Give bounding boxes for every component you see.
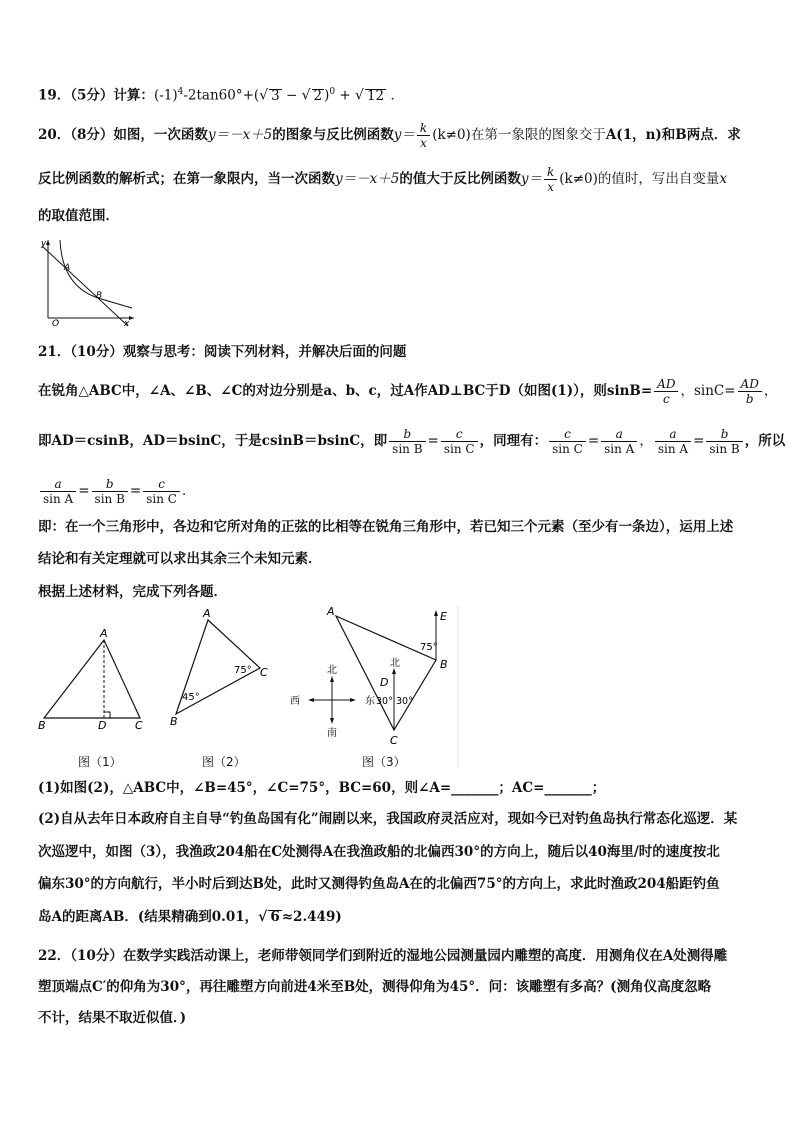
- figure-1-caption: 图（1）: [78, 755, 122, 769]
- question-21-para-6: 根据上述材料，完成下列各题．: [38, 584, 227, 600]
- fig1-label-b: B: [38, 719, 46, 732]
- fig1-label-c: C: [135, 719, 143, 732]
- y-axis-label: y: [41, 239, 47, 249]
- question-20-line-1: 20．（8分）如图，一次函数y＝－x＋5的图象与反比例函数y＝ $\frac{k}{x}$ (k≠0)在第一象限的图象交于A(1，n)和B两点．求: [38, 121, 741, 150]
- fig2-label-a: A: [203, 607, 211, 620]
- fig2-angle-c: 75°: [234, 665, 252, 676]
- question-21-part-2-line-1: (2)自从去年日本政府自主自导“钓鱼岛国有化”闹剧以来，我国政府灵活应对，现如今已对钓鱼岛执行常态化巡逻．某: [38, 811, 738, 827]
- fraction-k-over-x: $\frac{k}{x}$: [417, 122, 430, 149]
- fig3-label-b: B: [440, 658, 448, 671]
- question-20-line-2: 反比例函数的解析式；在第一象限内，当一次函数y＝－x＋5的值大于反比例函数y＝ $\frac{k}{x}$ (k≠0)的值时，写出自变量x: [38, 165, 728, 194]
- compass-south-label: 南: [327, 728, 337, 739]
- question-21-para-2: 即AD＝csinB，AD＝bsinC，于是csinB＝bsinC，即 $\frac{b}{\text{sin B}}$ = $\frac{c}{\text{sin C}}$ ，同理有： $\frac{c}{\text{sin C}}$ = $\frac{a}{\text{sin A}}$ ， $\frac{a}{\text{sin A}}$ = $\frac{b}{\text{sin B}}$ ，所以: [38, 427, 786, 456]
- figure-2-triangle: [166, 606, 278, 730]
- question-19: 19．（5分）计算：$(-1)^4-2\tan 60^\circ+(√$ 3 − √ 2 )$^0$ + √ 12 ．: [38, 87, 404, 104]
- fig2-angle-b: 45°: [182, 692, 200, 703]
- question-21-para-3: $\frac{a}{\text{sin A}}$ = $\frac{b}{\text{sin B}}$ = $\frac{c}{\text{sin C}}$ ．: [38, 478, 195, 505]
- question-21-para-5: 结论和有关定理就可以求出其余三个未知元素．: [38, 551, 322, 567]
- question-22-line-2: 塑顶端点C′的仰角为30°，再往雕塑方向前进4米至B处，测得仰角为45°．问：该雕塑有多高？(测角仪高度忽略: [38, 979, 712, 995]
- fig3-label-d: D: [380, 676, 389, 689]
- question-21-part-2-line-2: 次巡逻中，如图（3），我渔政204船在C处测得A在我渔政船的北偏西30°的方向上，随后以40海里/时的速度按北: [38, 844, 720, 860]
- point-a-label: A: [64, 263, 71, 273]
- fig3-north-label: 北: [390, 658, 400, 669]
- fig1-label-d: D: [98, 719, 107, 732]
- point-b-label: B: [96, 291, 103, 301]
- fig2-label-b: B: [170, 715, 178, 728]
- figure-1-triangle: [36, 626, 156, 738]
- question-21-part-2-line-4: 岛A的距离AB．(结果精确到0.01，√ 6 ≈2.449): [38, 909, 342, 925]
- fig3-label-c: C: [390, 734, 398, 747]
- question-21-heading: 21．（10分）观察与思考：阅读下列材料，并解决后面的问题: [38, 344, 407, 360]
- fraction-k-over-x: $\frac{k}{x}$: [544, 166, 557, 193]
- compass-west-label: 西: [290, 696, 300, 707]
- fig3-angle-75: 75°: [420, 642, 438, 653]
- question-22-line-1: 22．（10分）在数学实践活动课上，老师带领同学们到附近的湿地公园测量园内雕塑的高度．用测角仪在A处测得雕: [38, 948, 728, 964]
- fig3-angle-30-east: 30°: [396, 696, 413, 707]
- fig1-label-a: A: [100, 627, 108, 640]
- question-21-part-1: (1)如图(2)，△ABC中，∠B=45°，∠C=75°，BC=60，则∠A=_______；AC=_______；: [38, 780, 606, 796]
- question-21-part-2-line-3: 偏东30°的方向航行，半小时后到达B处，此时又测得钓鱼岛A在的北偏西75°的方向上，求此时渔政204船距钓鱼: [38, 876, 720, 892]
- figure-2-caption: 图（2）: [202, 755, 246, 769]
- figure-3-caption: 图（3）: [362, 755, 406, 769]
- question-21-para-4: 即：在一个三角形中，各边和它所对角的正弦的比相等在锐角三角形中，若已知三个元素（至少有一条边），运用上述: [38, 519, 734, 535]
- q20-graph-figure: [38, 236, 138, 328]
- x-axis-label: x: [124, 319, 130, 328]
- fig3-label-e: E: [440, 610, 447, 623]
- question-22-line-3: 不计，结果不取近似值．): [38, 1010, 187, 1026]
- question-21-para-1: 在锐角△ABC中，∠A、∠B、∠C的对边分别是a、b、c，过A作AD⊥BC于D（如图(1)），则sinB= $\frac{AD}{c}$ ，sinC= $\frac{AD}{b}$ ，: [38, 377, 778, 406]
- fig3-angle-30-west: 30°: [376, 696, 393, 707]
- origin-label: O: [52, 319, 60, 328]
- figure-3-navigation: [286, 602, 462, 772]
- fig2-label-c: C: [260, 666, 268, 679]
- compass-north-label: 北: [327, 665, 337, 676]
- question-20-line-3: 的取值范围．: [38, 208, 119, 224]
- compass-east-label: 东: [365, 696, 375, 707]
- fig3-label-a: A: [327, 605, 335, 618]
